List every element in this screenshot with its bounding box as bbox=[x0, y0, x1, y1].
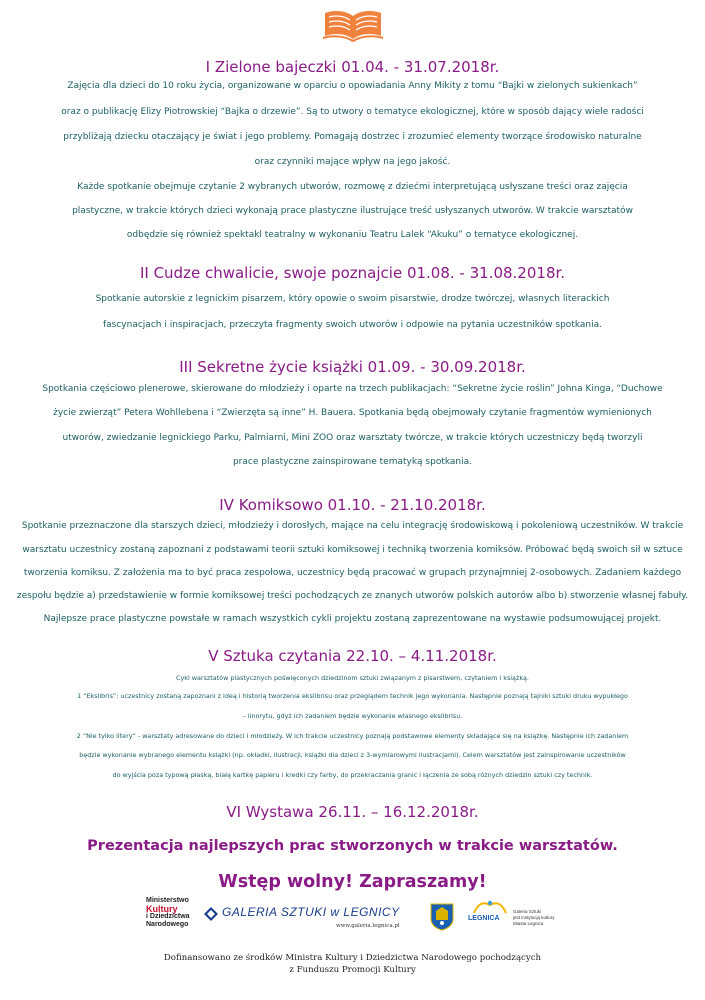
sponsor-logos bbox=[0, 895, 705, 945]
section-text: Cykl warsztatów plastycznych poświęconych dziedzinom sztuki związanym z pisarstwem, czytaniem i książką. bbox=[176, 674, 529, 682]
invite-text: Wstęp wolny! Zapraszamy! bbox=[218, 872, 487, 892]
section-text: oraz czynniki mające wpływ na jego jakość. bbox=[254, 157, 451, 167]
section-text: warsztatu uczestnicy zostaną zapoznani z podstawami teorii sztuki komiksowej i techniką tworzenia komiksów. Próbować będą swoich sił w sztuce bbox=[22, 545, 683, 555]
section-text: Spotkania częściowo plenerowe, skierowane do młodzieży i oparte na trzech publikacjach: “Sekretne życie roślin” Johna Kinga, “Duchowe bbox=[42, 384, 663, 394]
book-icon bbox=[321, 8, 385, 42]
legnica-note: Galeria Sztuki jest instytucją kultury Miasta Legnica bbox=[513, 909, 555, 926]
section-text: zespołu będzie a) przedstawienie w formie komiksowej treści pochodzących ze znanych utworów polskich autorów albo b) stworzenie własnej fabuły. bbox=[16, 591, 689, 601]
section-text: Spotkanie przeznaczone dla starszych dzieci, młodzieży i dorosłych, mające na celu integrację środowiskową i pokoleniową uczestników. W trakcie bbox=[21, 521, 684, 531]
section-text: plastyczne, w trakcie których dzieci wykonają prace plastyczne ilustrujące treść usłyszanych utworów. W trakcie warsztatów bbox=[72, 206, 633, 216]
section-title: III Sekretne życie książki 01.09. - 30.09.2018r. bbox=[179, 358, 526, 376]
section-text: Zajęcia dla dzieci do 10 roku życia, organizowane w oparciu o opowiadania Anny Mikity z tomu “Bajki w zielonych sukienkach” bbox=[67, 81, 638, 91]
funding-note: z Funduszu Promocji Kultury bbox=[289, 965, 416, 975]
section-title: I Zielone bajeczki 01.04. - 31.07.2018r. bbox=[205, 58, 500, 76]
section-text: 2 “Nie tylko litery” - warsztaty adresowane do dzieci i młodzieży. W ich trakcie uczestnicy poznają podstawowe elementy składające się na książkę. Następnie ich zadaniem bbox=[76, 732, 629, 740]
section-title: V Sztuka czytania 22.10. – 4.11.2018r. bbox=[208, 647, 497, 665]
gallery-name: GALERIA SZTUKI w LEGNICY bbox=[222, 905, 400, 919]
section-title: IV Komiksowo 01.10. - 21.10.2018r. bbox=[219, 496, 486, 514]
legnica-logo-icon bbox=[470, 897, 510, 915]
section-text: do wyjścia poza typową płaską, białą kartkę papieru i kredki czy farby, do przekraczania granic i łączenia ze sobą różnych dziedzin sztuki czy technik. bbox=[112, 771, 593, 779]
section-text: fascynacjach i inspiracjach, przeczyta fragmenty swoich utworów i odpowie na pytania uczestników spotkania. bbox=[102, 320, 602, 330]
section-title: II Cudze chwalicie, swoje poznajcie 01.08. - 31.08.2018r. bbox=[139, 264, 566, 282]
section-text: Każde spotkanie obejmuje czytanie 2 wybranych utworów, rozmowę z dziećmi interpretującą usłyszane treści oraz zajęcia bbox=[77, 182, 628, 192]
section-text: przybliżają dziecku otaczający je świat i jego problemy. Pomagają dostrzec i zrozumieć elementy tworzące środowisko naturalne bbox=[63, 132, 642, 142]
funding-note: Dofinansowano ze środków Ministra Kultury i Dziedzictwa Narodowego pochodzących bbox=[163, 953, 542, 963]
section-text: – linorytu, gdyż ich zadaniem będzie wykonanie własnego ekslibrisu. bbox=[242, 712, 463, 720]
section-text: 1 “Ekslibris”: uczestnicy zostaną zapoznani z ideą i historią tworzenia ekslibrisu oraz przeglądem technik jego wykonania. Następnie poznają tajniki sztuki druku wypukłego bbox=[77, 692, 628, 700]
section-text: życie zwierząt” Petera Wohllebena i “Zwierzęta są inne” H. Bauera. Spotkania będą obejmowały czytanie fragmentów wymienionych bbox=[53, 408, 652, 418]
section-text: oraz o publikację Elizy Piotrowskiej “Bajka o drzewie”. Są to utwory o tematyce ekologicznej, które w sposób dający wiele radości bbox=[61, 107, 644, 117]
ministry-logo: Ministerstwo Kultury i Dziedzictwa Narodowego bbox=[146, 897, 190, 928]
legnica-label: LEGNICA bbox=[468, 915, 500, 922]
section-text: prace plastyczne zainspirowane tematyką spotkania. bbox=[232, 457, 473, 467]
gallery-url[interactable]: www.galeria.legnica.pl bbox=[336, 923, 400, 929]
gallery-emblem-icon bbox=[204, 907, 218, 921]
section-title: VI Wystawa 26.11. – 16.12.2018r. bbox=[226, 803, 479, 821]
section-text: odbędzie się również spektakl teatralny w wykonaniu Teatru Lalek “Akuku” o tematyce ekologicznej. bbox=[126, 230, 579, 240]
section-text: będzie wykonanie wybranego elementu książki (np. okładki, ilustracji, książki dla dzieci z 3-wymiarowymi ilustracjami). Celem warsztatów jest zainspirowanie uczestników bbox=[79, 751, 626, 759]
section-text: utworów, zwiedzanie legnickiego Parku, Palmiarni, Mini ZOO oraz warsztaty twórcze, w trakcie których uczestniczy będą tworzyli bbox=[62, 433, 643, 443]
presentation-text: Prezentacja najlepszych prac stworzonych w trakcie warsztatów. bbox=[87, 838, 618, 854]
city-crest-icon bbox=[430, 903, 454, 931]
section-text: Najlepsze prace plastyczne powstałe w ramach wszystkich cykli projektu zostaną zaprezentowane na wystawie podsumowującej projekt. bbox=[43, 614, 662, 624]
section-text: Spotkanie autorskie z legnickim pisarzem, który opowie o swoim pisarstwie, drodze twórczej, własnych literackich bbox=[95, 294, 610, 304]
section-text: tworzenia komiksu. Z założenia ma to być praca zespołowa, uczestnicy będą pracować w grupach przynajmniej 2-osobowych. Zadaniem każdego bbox=[23, 568, 682, 578]
